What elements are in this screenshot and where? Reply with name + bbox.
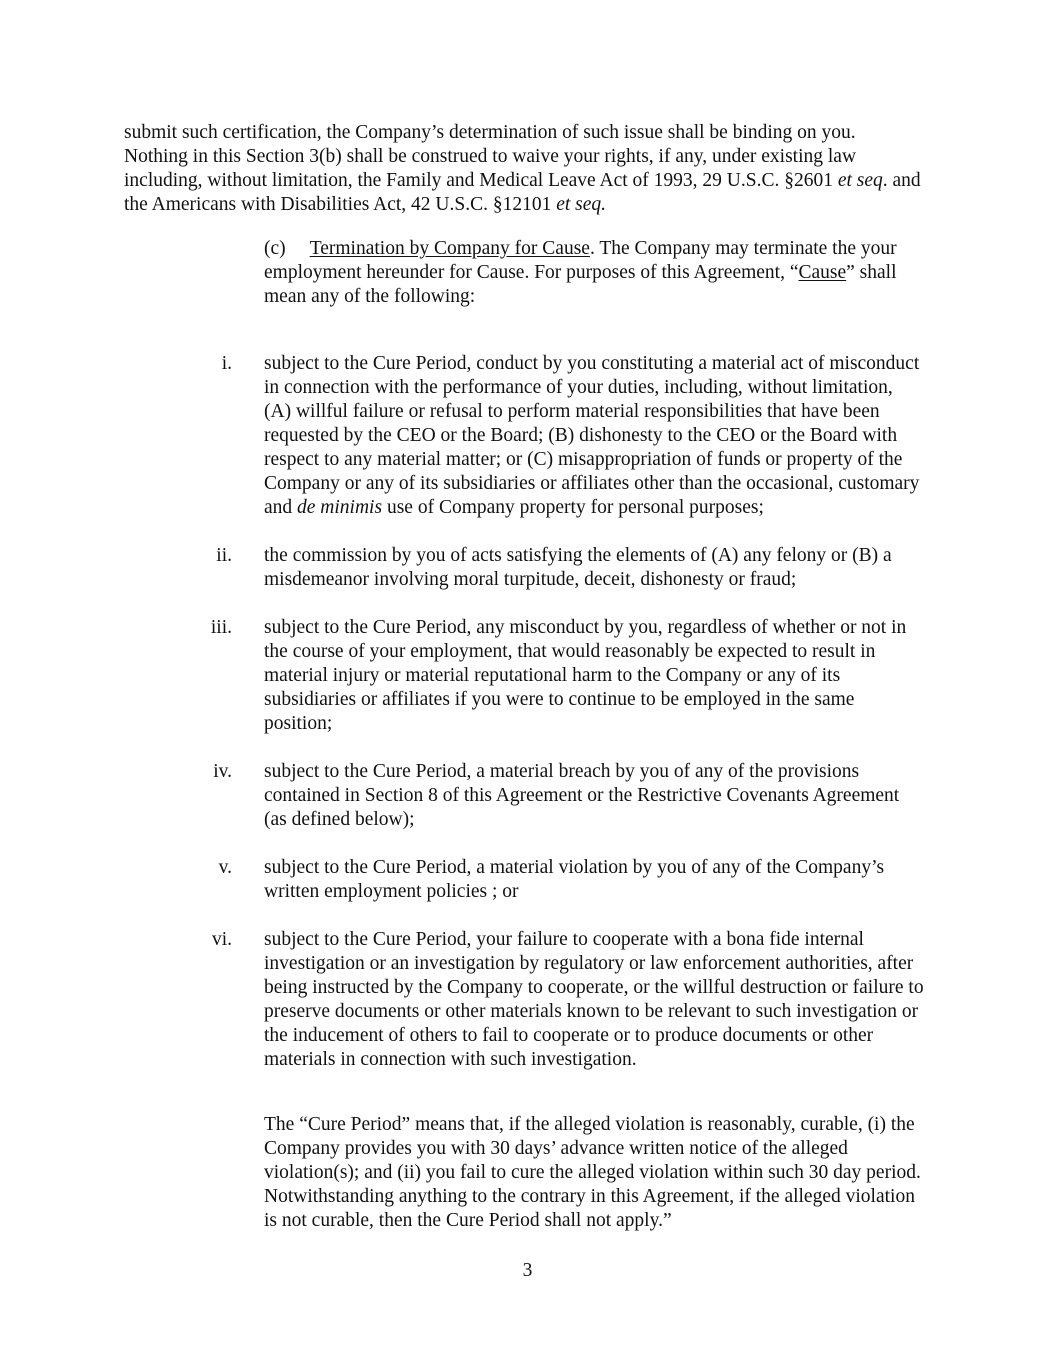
list-item-text: subject to the Cure Period, a material violation by you of any of the Company’s written employment policies ; or xyxy=(264,857,885,902)
list-item-text: subject to the Cure Period, conduct by you constituting a material act of misconduct in connection with the performance of your duties, including, without limitation, (A) willful failure or refusal to perform material responsibilities that have been requested by the CEO or the Board; (B) dishonesty to the CEO or the Board with respect to any material matter; or (C) misappropriation of funds or property of the Company or any of its subsidiaries or affiliates other than the occasional, customary and xyxy=(264,353,920,518)
list-item-number: v. xyxy=(218,857,232,878)
cause-definition-list xyxy=(124,352,924,1096)
italic-et-seq: et seq. xyxy=(556,194,607,215)
cure-period-definition: The “Cure Period” means that, if the alleged violation is reasonably, curable, (i) the Company provides you with 30 days’ advance written notice of the alleged violation(s); and (ii) you fail to cure the alleged violation within such 30 day period. Notwithstanding anything to the contrary in this Agreement, if the alleged violation is not curable, then the Cure Period shall not apply.” xyxy=(264,1114,921,1231)
paragraph-text: ” shall mean any of the following: xyxy=(264,262,897,307)
list-item-number: iii. xyxy=(210,617,232,638)
list-item-text: subject to the Cure Period, any misconduct by you, regardless of whether or not in the course of your employment, that would reasonably be expected to result in material injury or material reputational harm to the Company or any of its subsidiaries or affiliates if you were to continue to be employed in the same position; xyxy=(264,617,907,734)
list-item xyxy=(124,544,924,592)
list-item xyxy=(124,616,924,736)
paragraph-text: submit such certification, the Company’s determination of such issue shall be binding on you. Nothing in this Section 3(b) shall be construed to waive your rights, if any, under existing law including, without limitation, the Family and Medical Leave Act of 1993, 29 U.S.C. §2601 xyxy=(124,122,857,191)
section-heading: Termination by Company for Cause xyxy=(309,238,590,259)
list-item-text: subject to the Cure Period, a material breach by you of any of the provisions contained in Section 8 of this Agreement or the Restrictive Covenants Agreement (as defined below); xyxy=(264,761,900,830)
list-item xyxy=(124,760,924,832)
section-label: (c) xyxy=(264,238,286,259)
paragraph-text: . The Company may terminate the your employment hereunder for Cause. For purposes of this Agreement, “ xyxy=(264,238,897,283)
paragraph-text: . and the Americans with Disabilities Act, 42 U.S.C. §12101 xyxy=(124,170,921,215)
list-item-text: the commission by you of acts satisfying the elements of (A) any felony or (B) a misdemeanor involving moral turpitude, deceit, dishonesty or fraud; xyxy=(264,545,892,590)
list-item-number: vi. xyxy=(211,929,232,950)
list-item xyxy=(124,928,924,1072)
italic-de-minimis: de minimis xyxy=(297,497,383,518)
list-item-number: ii. xyxy=(216,545,232,566)
paragraph-section-3c xyxy=(124,237,924,309)
list-item xyxy=(124,352,924,520)
list-item-text: use of Company property for personal purposes; xyxy=(382,497,764,518)
italic-et-seq: et seq xyxy=(837,170,883,191)
page-number: 3 xyxy=(522,1260,533,1281)
list-item-number: iv. xyxy=(213,761,232,782)
list-item-number: i. xyxy=(221,353,232,374)
defined-term-cause: Cause xyxy=(798,262,847,283)
list-item-text: subject to the Cure Period, your failure to cooperate with a bona fide internal investigation or an investigation by regulatory or law enforcement authorities, after being instructed by the Company to cooperate, or the willful destruction or failure to preserve documents or other materials known to be relevant to such investigation or the inducement of others to fail to cooperate or to produce documents or other materials in connection with such investigation. xyxy=(264,929,924,1070)
list-item xyxy=(124,856,924,904)
paragraph-section-3b-continuation xyxy=(124,121,924,217)
section-3c-first-line xyxy=(124,237,924,309)
